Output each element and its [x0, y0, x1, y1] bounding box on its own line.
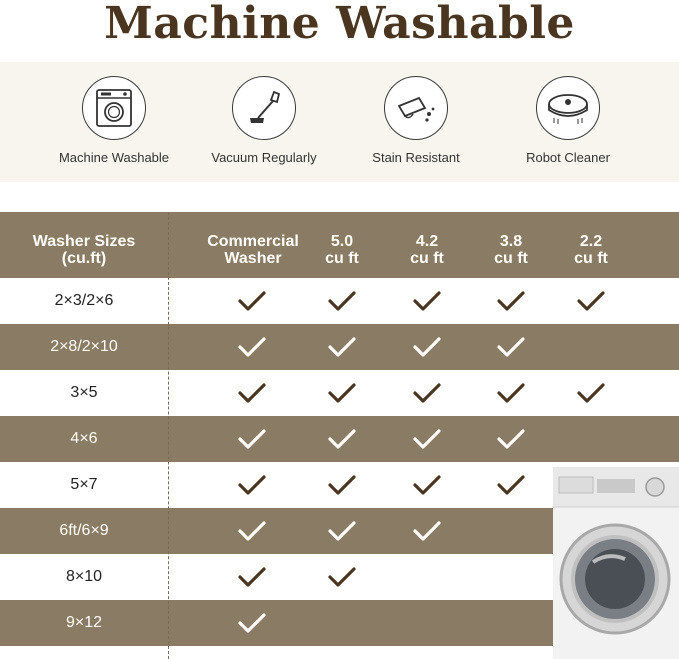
check-icon: [237, 612, 267, 634]
table-row: [0, 416, 679, 462]
check-icon: [237, 428, 267, 450]
features-band: [0, 62, 679, 182]
check-icon: [412, 336, 442, 358]
size-cell: 2×8/2×10: [50, 338, 118, 355]
header-2-2-cu-ft: 2.2 cu ft: [574, 233, 608, 267]
feature-machine-washable: [39, 76, 189, 165]
check-icon: [327, 566, 357, 588]
check-icon: [327, 474, 357, 496]
size-cell: 5×7: [70, 476, 98, 493]
header-5-0-cu-ft: 5.0 cu ft: [325, 233, 359, 267]
size-cell: 8×10: [65, 568, 103, 585]
header-washer-sizes: Washer Sizes (cu.ft): [32, 233, 136, 267]
check-icon: [496, 382, 526, 404]
check-icon: [412, 474, 442, 496]
washing-machine-icon: [82, 76, 146, 140]
table-header-row: [0, 212, 679, 278]
feature-label: Machine Washable: [58, 150, 170, 165]
check-icon: [496, 474, 526, 496]
check-icon: [327, 428, 357, 450]
check-icon: [237, 382, 267, 404]
robot-cleaner-icon: [536, 76, 600, 140]
size-cell: 4×6: [70, 430, 98, 447]
check-icon: [576, 290, 606, 312]
check-icon: [496, 336, 526, 358]
column-divider: [168, 212, 169, 659]
header-commercial-washer: Commercial Washer: [207, 233, 299, 267]
check-icon: [412, 290, 442, 312]
washing-machine-photo: [553, 467, 679, 659]
check-icon: [327, 290, 357, 312]
size-cell: 3×5: [70, 384, 98, 401]
feature-vacuum: [189, 76, 339, 165]
vacuum-icon: [232, 76, 296, 140]
page-title: Machine Washable: [104, 0, 575, 49]
feature-robot-cleaner: [493, 76, 643, 165]
feature-label: Vacuum Regularly: [211, 150, 317, 165]
check-icon: [237, 336, 267, 358]
size-cell: 6ft/6×9: [59, 522, 109, 539]
check-icon: [237, 566, 267, 588]
check-icon: [327, 382, 357, 404]
check-icon: [237, 520, 267, 542]
check-icon: [327, 336, 357, 358]
check-icon: [412, 428, 442, 450]
size-cell: 9×12: [65, 614, 103, 631]
feature-stain-resistant: [341, 76, 491, 165]
feature-label: Stain Resistant: [372, 150, 460, 165]
check-icon: [496, 428, 526, 450]
header-3-8-cu-ft: 3.8 cu ft: [494, 233, 528, 267]
check-icon: [237, 474, 267, 496]
check-icon: [412, 382, 442, 404]
feature-label: Robot Cleaner: [526, 150, 610, 165]
check-icon: [412, 520, 442, 542]
table-row: [0, 370, 679, 416]
table-row: [0, 278, 679, 324]
size-cell: 2×3/2×6: [54, 292, 114, 309]
check-icon: [327, 520, 357, 542]
check-icon: [237, 290, 267, 312]
check-icon: [576, 382, 606, 404]
stain-icon: [384, 76, 448, 140]
header-4-2-cu-ft: 4.2 cu ft: [410, 233, 444, 267]
table-row: [0, 324, 679, 370]
check-icon: [496, 290, 526, 312]
